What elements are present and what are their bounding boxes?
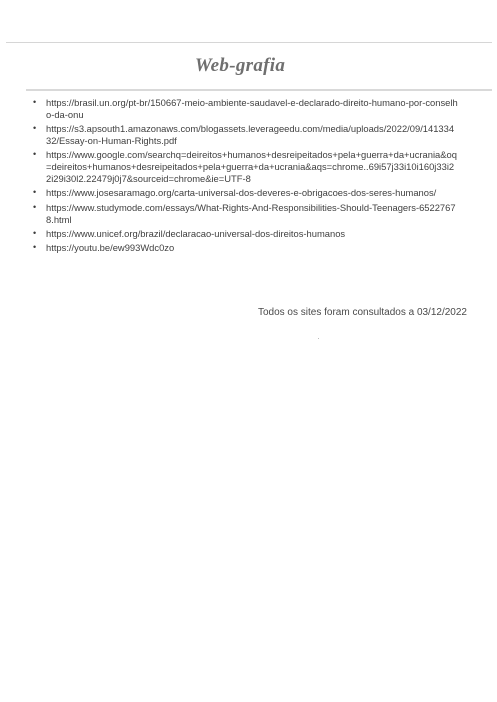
- reference-link[interactable]: https://www.josesaramago.org/carta-universal-dos-deveres-e-obrigacoes-dos-seres-humanos/: [46, 187, 437, 199]
- reference-link[interactable]: https://www.google.com/searchq=deireitos+humanos+desreipeitados+pela+guerra+da+ucrania&oq=deireitos+humanos+desreipeitados+pela+guerra+da+ucrania&aqs=chrome..69i57j33i10i160j33i22i29i30l2.22479j0j7&sourceid=chrome&ie=UTF-8: [46, 149, 457, 184]
- page-title: Web-grafia: [194, 55, 286, 76]
- reference-link[interactable]: https://youtu.be/ew993Wdc0zo: [46, 242, 175, 254]
- title-divider: [26, 89, 492, 91]
- bullet-icon: •: [33, 227, 37, 238]
- reference-link[interactable]: https://brasil.un.org/pt-br/150667-meio-ambiente-saudavel-e-declarado-direito-humano-por-conselho-da-onu: [46, 97, 458, 120]
- bullet-icon: •: [33, 242, 37, 253]
- reference-link[interactable]: https://s3.apsouth1.amazonaws.com/blogassets.leverageedu.com/media/uploads/2022/09/14133432/Essay-on-Human-Rights.pdf: [46, 123, 455, 146]
- consulted-date-note: Todos os sites foram consultados a 03/12/2022: [257, 307, 467, 318]
- top-divider: [6, 42, 492, 43]
- reference-item: [33, 242, 458, 254]
- bullet-icon: •: [33, 123, 37, 134]
- bullet-icon: •: [33, 149, 37, 160]
- bullet-icon: •: [33, 201, 37, 212]
- scan-speck: [318, 338, 319, 339]
- reference-item: [33, 187, 458, 199]
- bullet-icon: •: [33, 97, 37, 107]
- reference-item: [33, 97, 458, 121]
- reference-item: [33, 149, 458, 184]
- reference-list: [33, 97, 458, 257]
- reference-link[interactable]: https://www.studymode.com/essays/What-Rights-And-Responsibilities-Should-Teenagers-65227678.html: [46, 201, 456, 225]
- reference-link[interactable]: https://www.unicef.org/brazil/declaracao-universal-dos-direitos-humanos: [46, 227, 346, 239]
- reference-item: [33, 123, 458, 147]
- reference-item: [33, 202, 458, 226]
- reference-item: [33, 228, 458, 240]
- bullet-icon: •: [33, 187, 37, 198]
